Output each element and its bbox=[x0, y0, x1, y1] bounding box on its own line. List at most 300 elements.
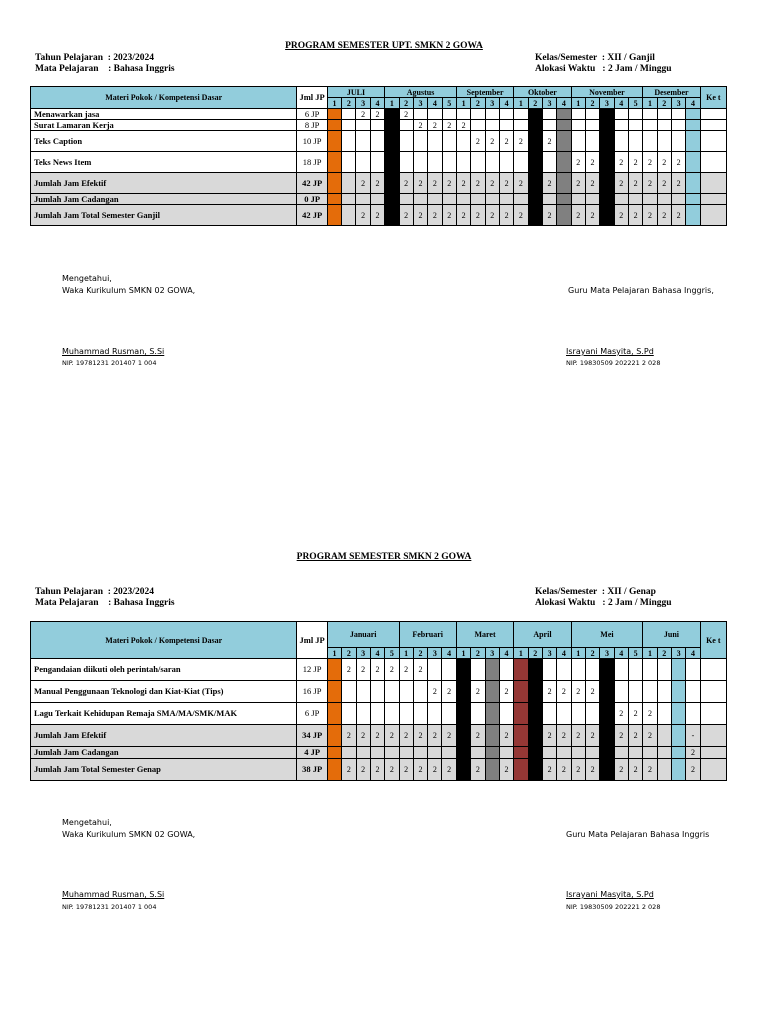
week-cell bbox=[327, 759, 341, 781]
week-cell bbox=[643, 109, 657, 120]
row-label: Teks Caption bbox=[31, 131, 297, 152]
row-ket bbox=[700, 152, 726, 173]
semester-ganjil-title: PROGRAM SEMESTER UPT. SMKN 2 GOWA bbox=[285, 41, 483, 51]
waka-name-genap: Muhammad Rusman, S.Si bbox=[62, 890, 165, 899]
week-cell: 2 bbox=[614, 152, 628, 173]
week-cell: 2 bbox=[471, 131, 485, 152]
week-cell: 2 bbox=[643, 173, 657, 194]
week-cell bbox=[514, 152, 528, 173]
week-cell bbox=[585, 131, 599, 152]
header-week-number: 3 bbox=[671, 98, 685, 109]
table-row bbox=[31, 681, 727, 703]
row-jml-jp: 34 JP bbox=[297, 725, 327, 747]
row-jml-jp: 6 JP bbox=[297, 703, 327, 725]
week-cell bbox=[342, 703, 356, 725]
week-cell bbox=[600, 703, 614, 725]
week-cell: 2 bbox=[356, 109, 370, 120]
alokasi-waktu-genap: Alokasi Waktu : 2 Jam / Minggu bbox=[535, 598, 672, 608]
week-cell bbox=[628, 120, 642, 131]
week-cell bbox=[585, 109, 599, 120]
week-cell: 2 bbox=[499, 759, 513, 781]
week-cell bbox=[614, 659, 628, 681]
header-week-number: 2 bbox=[585, 98, 599, 109]
week-cell bbox=[528, 205, 542, 226]
week-cell bbox=[557, 703, 571, 725]
header-week-number: 3 bbox=[542, 648, 556, 659]
week-cell bbox=[643, 659, 657, 681]
week-cell bbox=[528, 703, 542, 725]
week-cell: 2 bbox=[428, 120, 442, 131]
week-cell bbox=[657, 681, 671, 703]
week-cell: 2 bbox=[428, 759, 442, 781]
header-week-number: 2 bbox=[528, 648, 542, 659]
week-cell: 2 bbox=[542, 205, 556, 226]
week-cell bbox=[600, 747, 614, 759]
row-label: Jumlah Jam Efektif bbox=[31, 725, 297, 747]
week-cell bbox=[428, 109, 442, 120]
header-jml-jp: Jml JP bbox=[297, 87, 327, 109]
semester-genap-title: PROGRAM SEMESTER SMKN 2 GOWA bbox=[296, 552, 472, 562]
week-cell: 2 bbox=[499, 205, 513, 226]
header-week-number: 1 bbox=[385, 98, 399, 109]
week-cell bbox=[428, 131, 442, 152]
week-cell: 2 bbox=[356, 173, 370, 194]
week-cell: 2 bbox=[471, 759, 485, 781]
week-cell: 2 bbox=[370, 205, 384, 226]
week-cell: 2 bbox=[428, 173, 442, 194]
week-cell: 2 bbox=[370, 109, 384, 120]
week-cell bbox=[327, 659, 341, 681]
row-jml-jp: 42 JP bbox=[297, 173, 327, 194]
mengetahui-text-genap: Mengetahui, bbox=[62, 818, 112, 827]
header-week-number: 1 bbox=[399, 648, 413, 659]
week-cell bbox=[585, 747, 599, 759]
week-cell bbox=[514, 747, 528, 759]
row-jml-jp: 4 JP bbox=[297, 747, 327, 759]
week-cell bbox=[442, 747, 456, 759]
week-cell bbox=[499, 152, 513, 173]
header-week-number: 3 bbox=[356, 648, 370, 659]
week-cell bbox=[628, 194, 642, 205]
header-month: Januari bbox=[327, 622, 399, 648]
week-cell: 2 bbox=[370, 173, 384, 194]
row-label: Jumlah Jam Cadangan bbox=[31, 194, 297, 205]
waka-kurikulum-title-genap: Waka Kurikulum SMKN 02 GOWA, bbox=[62, 830, 196, 839]
waka-nip-ganjil: NIP. 19781231 201407 1 004 bbox=[62, 359, 157, 367]
week-cell: 2 bbox=[643, 205, 657, 226]
week-cell bbox=[413, 131, 427, 152]
week-cell bbox=[671, 725, 685, 747]
header-materi: Materi Pokok / Kompetensi Dasar bbox=[31, 622, 297, 659]
week-cell bbox=[643, 131, 657, 152]
week-cell bbox=[528, 152, 542, 173]
week-cell: 2 bbox=[399, 109, 413, 120]
week-cell bbox=[614, 131, 628, 152]
header-week-number: 2 bbox=[657, 98, 671, 109]
week-cell bbox=[600, 194, 614, 205]
header-week-number: 4 bbox=[499, 648, 513, 659]
header-week-number: 4 bbox=[614, 98, 628, 109]
week-cell bbox=[528, 681, 542, 703]
week-cell bbox=[657, 109, 671, 120]
row-ket bbox=[700, 725, 726, 747]
week-cell bbox=[557, 747, 571, 759]
week-cell bbox=[442, 703, 456, 725]
week-cell bbox=[456, 725, 470, 747]
week-cell bbox=[428, 152, 442, 173]
header-week-number: 3 bbox=[485, 648, 499, 659]
week-cell: 2 bbox=[456, 205, 470, 226]
week-cell: 2 bbox=[370, 725, 384, 747]
row-jml-jp: 10 JP bbox=[297, 131, 327, 152]
table-row bbox=[31, 120, 727, 131]
week-cell: 2 bbox=[571, 681, 585, 703]
week-cell bbox=[657, 659, 671, 681]
table-row bbox=[31, 659, 727, 681]
row-jml-jp: 16 JP bbox=[297, 681, 327, 703]
week-cell: 2 bbox=[442, 681, 456, 703]
week-cell bbox=[399, 703, 413, 725]
week-cell bbox=[628, 747, 642, 759]
row-jml-jp: 0 JP bbox=[297, 194, 327, 205]
week-cell bbox=[585, 703, 599, 725]
week-cell bbox=[399, 194, 413, 205]
waka-kurikulum-title-ganjil: Waka Kurikulum SMKN 02 GOWA, bbox=[62, 286, 196, 295]
week-cell: 2 bbox=[342, 659, 356, 681]
week-cell bbox=[370, 747, 384, 759]
week-cell bbox=[557, 194, 571, 205]
week-cell: 2 bbox=[442, 173, 456, 194]
row-ket bbox=[700, 120, 726, 131]
header-week-number: 3 bbox=[600, 648, 614, 659]
week-cell: 2 bbox=[485, 131, 499, 152]
row-jml-jp: 12 JP bbox=[297, 659, 327, 681]
header-week-number: 4 bbox=[442, 648, 456, 659]
week-cell bbox=[485, 747, 499, 759]
row-jml-jp: 6 JP bbox=[297, 109, 327, 120]
header-week-number: 2 bbox=[413, 648, 427, 659]
table-row bbox=[31, 725, 727, 747]
week-cell: 2 bbox=[485, 205, 499, 226]
guru-nip-ganjil: NIP. 19830509 202221 2 028 bbox=[566, 359, 661, 367]
week-cell: 2 bbox=[342, 759, 356, 781]
week-cell bbox=[686, 109, 700, 120]
week-cell bbox=[600, 109, 614, 120]
week-cell bbox=[514, 109, 528, 120]
header-week-number: 1 bbox=[514, 98, 528, 109]
header-week-number: 3 bbox=[542, 98, 556, 109]
week-cell bbox=[671, 681, 685, 703]
week-cell bbox=[342, 152, 356, 173]
week-cell bbox=[471, 109, 485, 120]
week-cell bbox=[571, 120, 585, 131]
week-cell: 2 bbox=[399, 659, 413, 681]
week-cell bbox=[514, 725, 528, 747]
week-cell bbox=[671, 120, 685, 131]
week-cell: 2 bbox=[413, 759, 427, 781]
week-cell bbox=[671, 759, 685, 781]
week-cell bbox=[614, 120, 628, 131]
week-cell: 2 bbox=[514, 173, 528, 194]
mata-pelajaran-ganjil: Mata Pelajaran : Bahasa Inggris bbox=[35, 64, 175, 74]
week-cell: 2 bbox=[643, 703, 657, 725]
table-row bbox=[31, 759, 727, 781]
week-cell bbox=[456, 747, 470, 759]
week-cell bbox=[456, 681, 470, 703]
schedule-table-ganjil bbox=[30, 86, 727, 226]
week-cell: 2 bbox=[628, 152, 642, 173]
row-label: Lagu Terkait Kehidupan Remaja SMA/MA/SMK/MAK bbox=[31, 703, 297, 725]
week-cell: 2 bbox=[614, 759, 628, 781]
row-label: Surat Lamaran Kerja bbox=[31, 120, 297, 131]
week-cell bbox=[657, 747, 671, 759]
week-cell bbox=[557, 152, 571, 173]
week-cell bbox=[342, 131, 356, 152]
week-cell bbox=[456, 131, 470, 152]
week-cell bbox=[643, 194, 657, 205]
week-cell bbox=[542, 152, 556, 173]
week-cell: 2 bbox=[385, 659, 399, 681]
week-cell bbox=[528, 725, 542, 747]
week-cell bbox=[327, 703, 341, 725]
week-cell bbox=[657, 725, 671, 747]
header-week-number: 4 bbox=[370, 648, 384, 659]
week-cell bbox=[571, 703, 585, 725]
week-cell: 2 bbox=[643, 759, 657, 781]
table-row bbox=[31, 173, 727, 194]
row-label: Jumlah Jam Cadangan bbox=[31, 747, 297, 759]
week-cell bbox=[686, 120, 700, 131]
week-cell: 2 bbox=[571, 152, 585, 173]
table-row bbox=[31, 131, 727, 152]
week-cell: 2 bbox=[342, 725, 356, 747]
week-cell bbox=[385, 681, 399, 703]
week-cell bbox=[385, 703, 399, 725]
week-cell: 2 bbox=[643, 152, 657, 173]
week-cell bbox=[557, 205, 571, 226]
kelas-semester-ganjil: Kelas/Semester : XII / Ganjil bbox=[535, 53, 655, 63]
week-cell bbox=[370, 120, 384, 131]
week-cell bbox=[528, 659, 542, 681]
week-cell bbox=[557, 109, 571, 120]
week-cell bbox=[643, 747, 657, 759]
week-cell bbox=[657, 120, 671, 131]
week-cell: 2 bbox=[585, 725, 599, 747]
week-cell bbox=[528, 194, 542, 205]
week-cell bbox=[356, 131, 370, 152]
week-cell: 2 bbox=[499, 131, 513, 152]
header-week-number: 1 bbox=[643, 648, 657, 659]
week-cell bbox=[485, 681, 499, 703]
week-cell: 2 bbox=[571, 759, 585, 781]
week-cell bbox=[428, 747, 442, 759]
week-cell: 2 bbox=[571, 725, 585, 747]
week-cell bbox=[542, 747, 556, 759]
week-cell: 2 bbox=[428, 205, 442, 226]
header-week-number: 3 bbox=[600, 98, 614, 109]
table-row bbox=[31, 109, 727, 120]
week-cell bbox=[671, 131, 685, 152]
week-cell bbox=[327, 681, 341, 703]
week-cell: 2 bbox=[399, 205, 413, 226]
week-cell: 2 bbox=[628, 759, 642, 781]
week-cell bbox=[428, 703, 442, 725]
week-cell bbox=[600, 152, 614, 173]
week-cell: 2 bbox=[557, 681, 571, 703]
week-cell: 2 bbox=[585, 681, 599, 703]
header-week-number: 3 bbox=[413, 98, 427, 109]
week-cell bbox=[399, 747, 413, 759]
week-cell bbox=[327, 725, 341, 747]
week-cell bbox=[499, 194, 513, 205]
week-cell bbox=[399, 131, 413, 152]
header-week-number: 4 bbox=[557, 648, 571, 659]
week-cell: 2 bbox=[471, 725, 485, 747]
header-week-number: 2 bbox=[399, 98, 413, 109]
week-cell bbox=[542, 109, 556, 120]
waka-name-ganjil: Muhammad Rusman, S.Si bbox=[62, 347, 165, 356]
week-cell bbox=[342, 681, 356, 703]
week-cell bbox=[628, 131, 642, 152]
week-cell bbox=[514, 120, 528, 131]
week-cell bbox=[327, 152, 341, 173]
week-cell bbox=[385, 131, 399, 152]
week-cell bbox=[342, 173, 356, 194]
guru-mapel-title-ganjil: Guru Mata Pelajaran Bahasa Inggris, bbox=[568, 286, 714, 295]
week-cell: 2 bbox=[442, 205, 456, 226]
row-ket bbox=[700, 173, 726, 194]
week-cell: 2 bbox=[356, 725, 370, 747]
week-cell: 2 bbox=[399, 173, 413, 194]
week-cell bbox=[385, 109, 399, 120]
mengetahui-text-ganjil: Mengetahui, bbox=[62, 274, 112, 283]
header-month: Oktober bbox=[514, 87, 571, 98]
week-cell bbox=[342, 194, 356, 205]
week-cell bbox=[600, 659, 614, 681]
week-cell bbox=[327, 173, 341, 194]
week-cell bbox=[571, 659, 585, 681]
waka-nip-genap: NIP. 19781231 201407 1 004 bbox=[62, 903, 157, 911]
row-ket bbox=[700, 747, 726, 759]
week-cell bbox=[342, 120, 356, 131]
week-cell bbox=[585, 120, 599, 131]
week-cell bbox=[600, 131, 614, 152]
week-cell bbox=[514, 703, 528, 725]
header-jml-jp: Jml JP bbox=[297, 622, 327, 659]
week-cell bbox=[327, 109, 341, 120]
week-cell bbox=[628, 659, 642, 681]
week-cell bbox=[571, 109, 585, 120]
header-week-number: 1 bbox=[514, 648, 528, 659]
week-cell bbox=[327, 194, 341, 205]
week-cell bbox=[327, 205, 341, 226]
row-ket bbox=[700, 659, 726, 681]
week-cell: 2 bbox=[456, 173, 470, 194]
week-cell: 2 bbox=[585, 152, 599, 173]
row-ket bbox=[700, 759, 726, 781]
week-cell bbox=[342, 205, 356, 226]
row-ket bbox=[700, 109, 726, 120]
week-cell bbox=[442, 659, 456, 681]
week-cell bbox=[356, 120, 370, 131]
week-cell: 2 bbox=[356, 659, 370, 681]
week-cell bbox=[542, 194, 556, 205]
week-cell bbox=[471, 747, 485, 759]
week-cell bbox=[514, 759, 528, 781]
week-cell bbox=[342, 747, 356, 759]
header-week-number: 2 bbox=[585, 648, 599, 659]
week-cell: 2 bbox=[442, 120, 456, 131]
header-week-number: 2 bbox=[528, 98, 542, 109]
header-week-number: 1 bbox=[571, 648, 585, 659]
row-ket bbox=[700, 194, 726, 205]
schedule-table-genap bbox=[30, 621, 727, 781]
week-cell bbox=[399, 681, 413, 703]
week-cell: 2 bbox=[657, 173, 671, 194]
week-cell bbox=[600, 681, 614, 703]
week-cell bbox=[485, 659, 499, 681]
week-cell: 2 bbox=[628, 703, 642, 725]
table-row bbox=[31, 205, 727, 226]
week-cell bbox=[428, 659, 442, 681]
week-cell bbox=[585, 659, 599, 681]
week-cell bbox=[413, 747, 427, 759]
week-cell bbox=[542, 120, 556, 131]
row-label: Jumlah Jam Total Semester Ganjil bbox=[31, 205, 297, 226]
mata-pelajaran-genap: Mata Pelajaran : Bahasa Inggris bbox=[35, 598, 175, 608]
week-cell bbox=[657, 703, 671, 725]
week-cell: 2 bbox=[471, 681, 485, 703]
week-cell bbox=[456, 194, 470, 205]
week-cell bbox=[499, 703, 513, 725]
week-cell: 2 bbox=[542, 131, 556, 152]
header-week-number: 1 bbox=[456, 98, 470, 109]
header-week-number: 1 bbox=[327, 98, 341, 109]
row-label: Pengandaian diikuti oleh perintah/saran bbox=[31, 659, 297, 681]
header-week-number: 1 bbox=[643, 98, 657, 109]
tahun-pelajaran-genap: Tahun Pelajaran : 2023/2024 bbox=[35, 587, 154, 597]
week-cell bbox=[657, 131, 671, 152]
header-month: Februari bbox=[399, 622, 456, 648]
week-cell: 2 bbox=[585, 759, 599, 781]
week-cell bbox=[528, 759, 542, 781]
week-cell: 2 bbox=[399, 725, 413, 747]
header-month: Maret bbox=[456, 622, 513, 648]
week-cell: 2 bbox=[499, 725, 513, 747]
week-cell bbox=[413, 681, 427, 703]
row-label: Jumlah Jam Total Semester Genap bbox=[31, 759, 297, 781]
header-month: November bbox=[571, 87, 643, 98]
week-cell: 2 bbox=[471, 205, 485, 226]
header-week-number: 2 bbox=[342, 98, 356, 109]
guru-name-genap: Israyani Masyita, S.Pd bbox=[566, 890, 654, 899]
header-materi: Materi Pokok / Kompetensi Dasar bbox=[31, 87, 297, 109]
header-week-number: 4 bbox=[614, 648, 628, 659]
week-cell bbox=[413, 152, 427, 173]
week-cell bbox=[671, 109, 685, 120]
week-cell bbox=[499, 747, 513, 759]
header-ket: Ke t bbox=[700, 622, 726, 659]
header-week-number: 5 bbox=[442, 98, 456, 109]
guru-name-ganjil: Israyani Masyita, S.Pd bbox=[566, 347, 654, 356]
week-cell bbox=[686, 152, 700, 173]
week-cell bbox=[327, 131, 341, 152]
week-cell: 2 bbox=[385, 725, 399, 747]
week-cell bbox=[485, 725, 499, 747]
header-week-number: 2 bbox=[471, 648, 485, 659]
week-cell bbox=[528, 131, 542, 152]
week-cell bbox=[643, 120, 657, 131]
